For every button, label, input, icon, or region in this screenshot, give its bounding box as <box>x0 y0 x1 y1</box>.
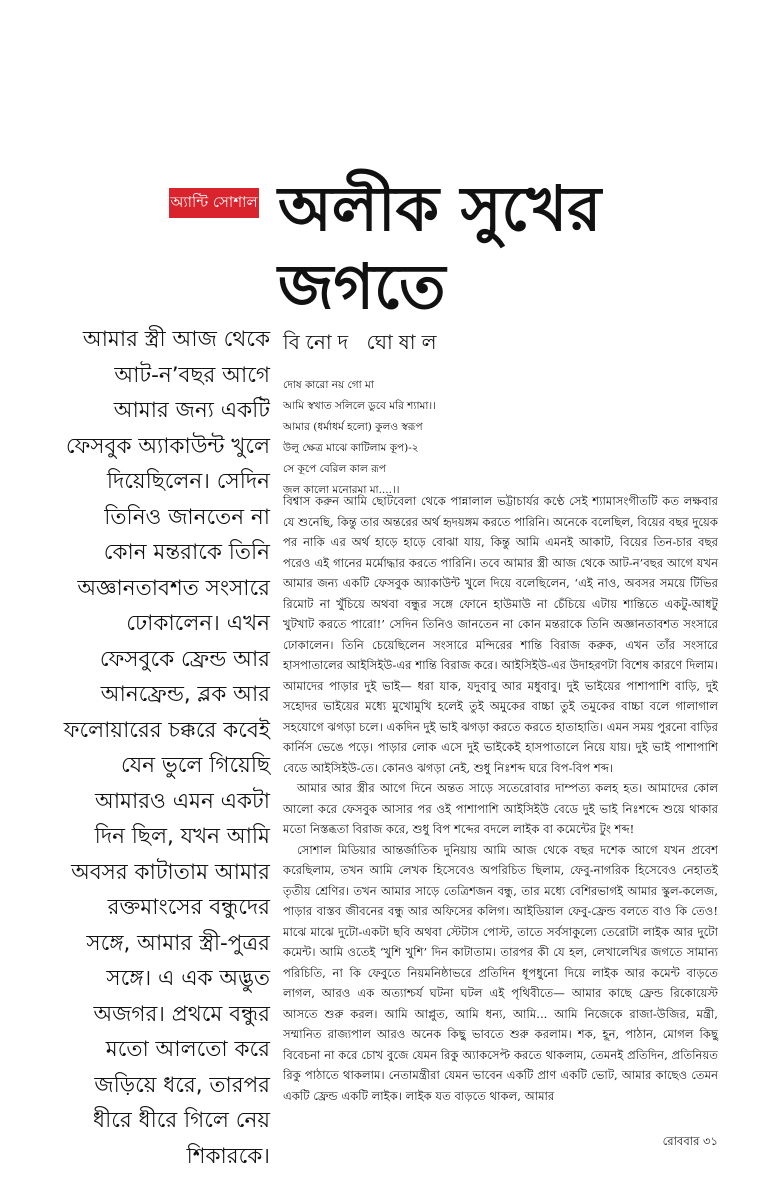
body-paragraph: সোশাল মিডিয়ার আন্তর্জাতিক দুনিয়ায় আমি আজ থেকে বছর দশেক আগে যখন প্রবেশ করেছিলাম, তখন আমি লেখক হিসেবেও অপরিচিত ছিলাম, ফেবু-নাগরিক হিসেবেও নেহাতই তৃতীয় শ্রেণির। তখন আমার সাড়ে তেত্রিশজন বন্ধু, তার মধ্যে বেশিরভাগই আমার স্কুল-কলেজ, পাড়ার বাস্তব জীবনের বন্ধু আর অফিসের কলিগ। আইডিয়াল ফেবু-ফ্রেন্ড বলতে বাও কি তেও! মাঝে মাঝে দুটো-একটা ছবি অথবা স্টেটাস পোস্ট, তাতে সর্বসাকুল্যে তেরোটা লাইক আর দুটো কমেন্ট। আমি ওতেই ‘খুশি খুশি’ দিন কাটাতাম। তারপর কী যে হল, লেখালেখির জগতে সামান্য পরিচিতি, না কি ফেবুতে নিয়মনিষ্ঠাভরে প্রতিদিন ধূপধুনো দিয়ে লাইক আর কমেন্ট বাড়তে লাগল, আরও এক অত্যাশ্চর্য ঘটনা ঘটল এই পৃথিবীতে— আমার কাছে ফ্রেন্ড রিকোয়েস্ট আসতে শুরু করল। আমি আপ্লুত, আমি ধন্য, আমি... আমি নিজেকে রাজা-উজির, মন্ত্রী, সম্মানিত রাজ্যপাল আরও অনেক কিছু ভাবতে শুরু করলাম। শক, হূন, পাঠান, মোগল কিছু বিবেচনা না করে চোখ বুজে যেমন রিকু অ্যাকসেপ্ট করতে থাকলাম, তেমনই প্রতিদিন, প্রতিনিয়ত রিকু পাঠাতে থাকলাম। নেতামন্ত্রীরা যেমন ভাবেন একটি প্রাণ একটি ভোট, আমার কাছেও তেমন একটি ফ্রেন্ড একটি লাইক। লাইক যত বাড়তে থাকল, আমার <box>283 842 718 1103</box>
poem-line: দোষ কারো নয় গো মা <box>283 379 374 391</box>
poem-line: জল কালো মনোরমা মা....।। <box>283 484 400 496</box>
body-paragraph: বিশ্বাস করুন আমি ছোটবেলা থেকে পান্নালাল ভট্টাচার্যর কণ্ঠে সেই শ্যামাসংগীতটি কত লক্ষবার যে শুনেছি, কিন্তু তার অন্তরের অর্থ হৃদয়ঙ্গম করতে পারিনি। অনেকে বলেছিল, বিয়ের বছর দুয়েক পর নাকি এর অর্থ হাড়ে হাড়ে বোঝা যায়, কিন্তু আমি এমনই আকাট, বিয়ের তিন-চার বছর পরেও এই গানের মর্মোদ্ধার করতে পারিনি। তবে আমার স্ত্রী আজ থেকে আট-ন’বছর আগে যখন আমার জন্য একটি ফেসবুক অ্যাকাউন্ট খুলে দিয়ে বলেছিলেন, ‘এই নাও, অবসর সময়ে টিভির রিমোট না খুঁচিয়ে অথবা বন্ধুর সঙ্গে ফোনে হাউমাউ না চেঁচিয়ে এটায় শান্তিতে একটু-আধটু খুটখাট করতে পারো!’ সেদিন তিনিও জানতেন না কোন মন্তরাকে তিনি অজ্ঞানতাবশত সংসারে ঢোকালেন। তিনি চেয়েছিলেন সংসারে মন্দিরের শান্তি বিরাজ করুক, এখন তাঁর সংসারে হাসপাতালের আইসিইউ-এর শান্তি বিরাজ করে। আইসিইউ-এর উদাহরণটা বিশেষ কারণে দিলাম। আমাদের পাড়ার দুই ভাই— ধরা যাক, যদুবাবু আর মধুবাবু। দুই ভাইয়ের পাশাপাশি বাড়ি, দুই সহোদর ভাইয়ের মধ্যে মুখোমুখি হলেই তুই অমুকের বাচ্চা তুই তমুকের বাচ্চা বলে গালাগাল সহযোগে ঝগড়া চলে। একদিন দুই ভাই ঝগড়া করতে করতে হাতাহাতি। এমন সময় পুরনো বাড়ির কার্নিস ভেঙে পড়ে। পাড়ার লোক এসে দুই ভাইকেই হাসপাতালে নিয়ে যায়। দুই ভাই পাশাপাশি বেডে আইসিইউ-তে। কোনও ঝগড়া নেই, শুধু নিঃশব্দ ঘরে বিপ-বিপ শব্দ। <box>283 494 718 775</box>
byline: বিনোদ ঘোষাল <box>283 330 443 354</box>
article-body <box>283 491 718 1106</box>
poem-line: আমি স্বখাত সলিলে ডুবে মরি শ্যামা।। <box>283 400 436 412</box>
poem-line: সে কূপে বেরিল কাল রূপ <box>283 463 386 475</box>
headline: অলীক সুখের জগতে <box>278 172 602 323</box>
section-tag: অ্যান্টি সোশাল <box>169 188 259 218</box>
pull-quote: আমার স্ত্রী আজ থেকে আট-ন’বছর আগে আমার জন্য একটি ফেসবুক অ্যাকাউন্ট খুলে দিয়েছিলেন। সেদিন তিনিও জানতেন না কোন মন্তরাকে তিনি অজ্ঞানতাবশত সংসারে ঢোকালেন। এখন ফেসবুকে ফ্রেন্ড আর আনফ্রেন্ড, ব্লক আর ফলোয়ারের চক্করে কবেই যেন ভুলে গিয়েছি আমারও এমন একটা দিন ছিল, যখন আমি অবসর কাটাতাম আমার রক্তমাংসের বন্ধুদের সঙ্গে, আমার স্ত্রী-পুত্রর সঙ্গে। এ এক অদ্ভুত অজগর। প্রথমে বন্ধুর মতো আলতো করে জড়িয়ে ধরে, তারপর ধীরে ধীরে গিলে নেয় শিকারকে। <box>63 327 270 1169</box>
body-paragraph: আমার আর স্ত্রীর আগে দিনে অন্তত সাড়ে সতেরোবার দাম্পত্য কলহ হত। আমাদের কোল আলো করে ফেসবুক আসার পর ওই পাশাপাশি আইসিইউ বেডে দুই ভাই নিঃশব্দে শুয়ে থাকার মতো নিস্তব্ধতা বিরাজ করে, শুধু বিপ শব্দের বদলে লাইক বা কমেন্টের টুং শব্দ! <box>283 781 718 836</box>
poem-epigraph <box>283 375 583 501</box>
poem-line: আমার (ধর্মাধর্ম হলো) কুলও স্বরূপ <box>283 421 423 433</box>
page-folio: রোববার ৩১ <box>662 1134 718 1148</box>
poem-line: উলু ক্ষেত্র মাঝে কাটিলাম কূপ)-২ <box>283 442 419 454</box>
